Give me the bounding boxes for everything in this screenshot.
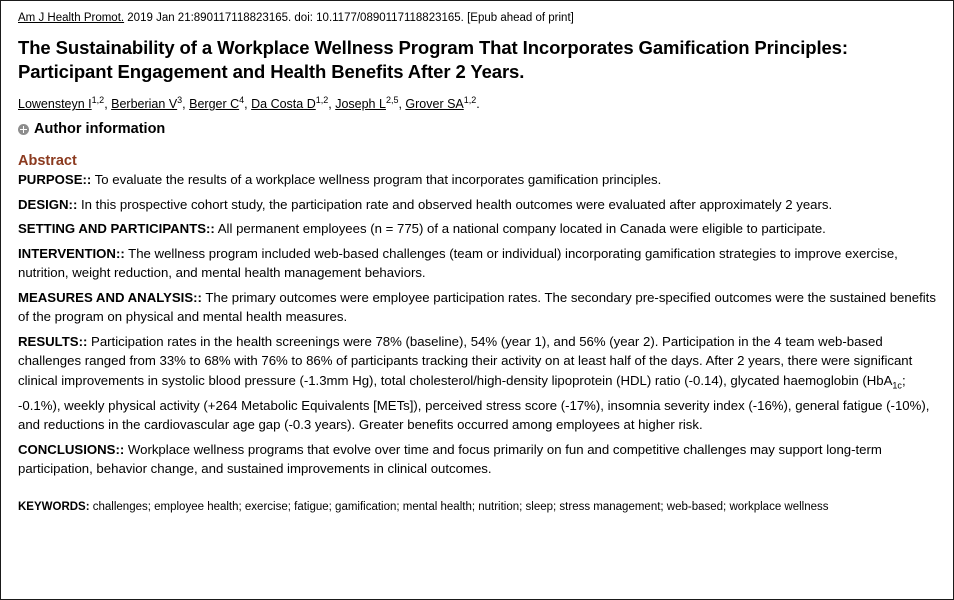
section-text: Participation rates in the health screenings were 78% (baseline), 54% (year 1), and 56% (year 2). Participation in the 4 team web-based challenges ranged from 33% to 68% with 76% to 86% of participants tracking their activity on at least half of the days. After 2 years, there were significant clinical improvements in systolic blood pressure (-1.3mm Hg), total cholesterol/high-density lipoprotein (HDL) ratio (-0.14), glycated haemoglobin (HbA xyxy=(18,333,913,388)
section-text: All permanent employees (n = 775) of a national company located in Canada were eligible to participate. xyxy=(214,221,826,236)
section-label: SETTING AND PARTICIPANTS:: xyxy=(18,221,215,236)
expand-plus-icon[interactable] xyxy=(18,124,29,135)
subscript: 1c xyxy=(892,380,902,391)
author-separator: , xyxy=(182,97,190,111)
section-text: The wellness program included web-based challenges (team or individual) incorporating gamification strategies to improve exercise, nutrition, weight reduction, and mental health management behaviors. xyxy=(18,245,898,280)
author-link[interactable]: Berger C xyxy=(189,97,240,111)
section-text-continued: ; -0.1%), weekly physical activity (+264 Metabolic Equivalents [METs]), perceived stress score (-17%), insomnia severity index (-16%), general fatigue (-10%), and reductions in the cardiovascular age gap (-0.3 years). Greater benefits occurred among employees at higher risk. xyxy=(18,372,930,433)
author-affiliation: 3 xyxy=(177,94,183,105)
section-label: MEASURES AND ANALYSIS:: xyxy=(18,289,202,305)
author-separator: . xyxy=(476,97,480,111)
journal-link[interactable]: Am J Health Promot. xyxy=(18,12,125,24)
section-label: RESULTS:: xyxy=(18,333,88,349)
author-link[interactable]: Lowensteyn I xyxy=(18,97,92,111)
keywords-text: challenges; employee health; exercise; fatigue; gamification; mental health; nutrition; sleep; stress management; web-based; workplace wellness xyxy=(89,500,829,513)
abstract-page xyxy=(18,10,938,515)
section-intervention xyxy=(18,244,938,283)
author-affiliation: 2,5 xyxy=(385,94,399,105)
author-link[interactable]: Joseph L xyxy=(335,97,386,111)
section-results xyxy=(18,332,938,435)
author-affiliation: 1,2 xyxy=(315,94,329,105)
article-title: The Sustainability of a Workplace Wellness Program That Incorporates Gamification Principles: Participant Engagement and Health Benefits After 2 Years. xyxy=(18,37,848,82)
keywords xyxy=(18,499,938,515)
author-link[interactable]: Da Costa D xyxy=(251,97,316,111)
author-link[interactable]: Grover SA xyxy=(405,97,464,111)
author-link[interactable]: Berberian V xyxy=(111,97,178,111)
section-purpose xyxy=(18,170,938,190)
section-conclusions xyxy=(18,440,938,479)
author-affiliation: 4 xyxy=(239,94,245,105)
author-separator: , xyxy=(104,97,112,111)
section-label: CONCLUSIONS:: xyxy=(18,441,125,457)
section-text: In this prospective cohort study, the participation rate and observed health outcomes were evaluated after approximately 2 years. xyxy=(77,196,833,212)
author-separator: , xyxy=(244,97,252,111)
author-separator: , xyxy=(328,97,336,111)
author-list xyxy=(18,96,938,112)
author-affiliation: 1,2 xyxy=(91,94,105,105)
section-design xyxy=(18,195,938,215)
citation-details: 2019 Jan 21:890117118823165. doi: 10.1177/0890117118823165. [Epub ahead of print] xyxy=(124,12,574,24)
section-text: To evaluate the results of a workplace wellness program that incorporates gamification principles. xyxy=(91,172,662,187)
section-measures xyxy=(18,288,938,327)
section-label: DESIGN:: xyxy=(18,196,78,212)
author-info-toggle[interactable] xyxy=(18,120,938,138)
citation-line xyxy=(18,10,938,26)
section-label: PURPOSE:: xyxy=(18,172,92,187)
section-text: The primary outcomes were employee participation rates. The secondary pre-specified outcomes were the sustained benefits of the program on physical and mental health measures. xyxy=(18,289,936,324)
author-affiliation: 1,2 xyxy=(463,94,477,105)
author-info-label: Author information xyxy=(34,121,166,137)
keywords-label: KEYWORDS: xyxy=(18,500,90,513)
author-separator: , xyxy=(398,97,406,111)
section-setting xyxy=(18,219,938,239)
abstract-heading: Abstract xyxy=(18,153,77,169)
section-text: Workplace wellness programs that evolve over time and focus primarily on fun and competitive challenges may support long-term participation, behavior change, and sustained improvements in clinical outcomes. xyxy=(18,441,882,477)
section-label: INTERVENTION:: xyxy=(18,245,125,261)
